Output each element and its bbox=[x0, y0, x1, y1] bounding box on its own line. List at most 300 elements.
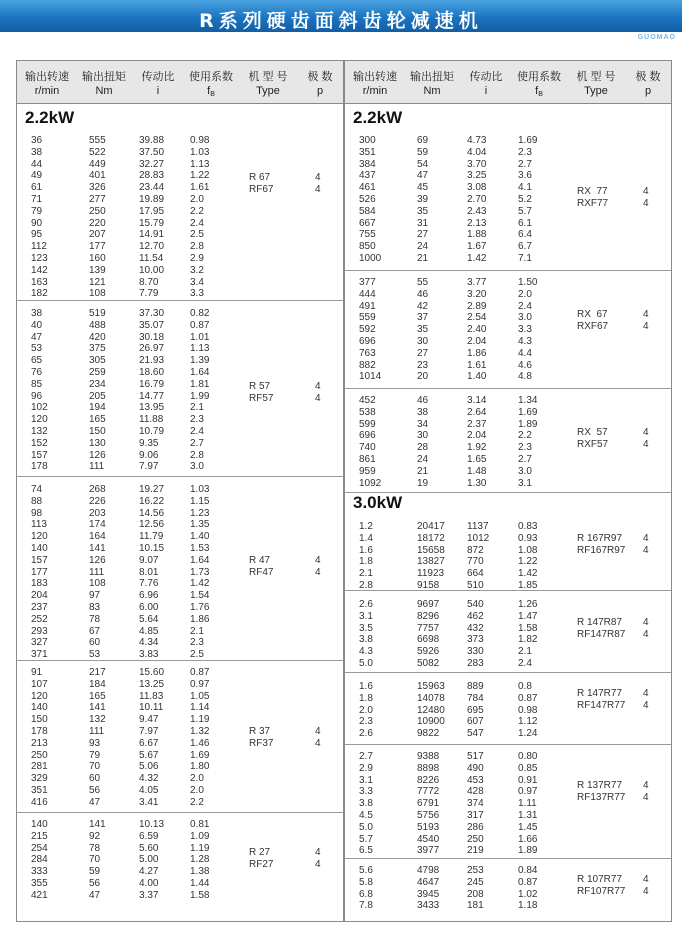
table-cell: 7.79 bbox=[139, 288, 159, 300]
table-cell: 351 bbox=[359, 146, 376, 158]
table-cell: 1.53 bbox=[190, 542, 210, 554]
poles-value: 4 bbox=[315, 737, 321, 749]
type-label: R 47 bbox=[249, 555, 271, 566]
poles-value: 4 bbox=[315, 555, 321, 566]
poles-value: 4 bbox=[315, 381, 321, 392]
table-cell: 3.37 bbox=[139, 889, 159, 901]
table-group bbox=[17, 813, 343, 923]
type-label: RX 67 bbox=[577, 309, 608, 320]
factor-column bbox=[518, 681, 537, 740]
table-cell: 194 bbox=[89, 402, 106, 414]
table-cell: 2.70 bbox=[467, 193, 487, 205]
table-cell: 2.1 bbox=[518, 646, 532, 658]
table-cell: 5082 bbox=[417, 657, 440, 669]
table-cell: 130 bbox=[89, 437, 106, 449]
table-cell: 8898 bbox=[417, 762, 440, 774]
table-cell: 3.0 bbox=[190, 461, 204, 473]
table-cell: 213 bbox=[31, 737, 48, 749]
table-cell: 432 bbox=[467, 622, 484, 634]
torque-column bbox=[89, 308, 106, 473]
factor-column bbox=[190, 308, 209, 473]
table-cell: 488 bbox=[89, 319, 106, 331]
table-cell: 428 bbox=[467, 786, 484, 798]
table-cell: 59 bbox=[89, 866, 101, 878]
table-cell: 2.7 bbox=[518, 453, 532, 465]
table-cell: 4.6 bbox=[518, 359, 532, 371]
ratio-column bbox=[467, 521, 489, 592]
factor-column bbox=[518, 521, 537, 592]
type-label: R 37 bbox=[249, 726, 271, 737]
table-cell: 517 bbox=[467, 751, 484, 762]
table-cell: 38 bbox=[31, 308, 43, 319]
table-cell: 0.87 bbox=[190, 319, 210, 331]
table-cell: 93 bbox=[89, 737, 101, 749]
table-cell: 740 bbox=[359, 442, 376, 454]
table-cell: 21 bbox=[417, 252, 429, 264]
table-cell: 10.11 bbox=[139, 702, 164, 714]
table-cell: 18.60 bbox=[139, 366, 165, 378]
table-cell: 300 bbox=[359, 135, 376, 146]
header-factor: 使用系数 bbox=[517, 71, 561, 83]
table-cell: 1137 bbox=[467, 521, 489, 532]
table-cell: 6.7 bbox=[518, 241, 532, 253]
table-cell: 0.82 bbox=[190, 308, 210, 319]
table-cell: 1.8 bbox=[359, 556, 373, 568]
table-cell: 3.83 bbox=[139, 649, 159, 661]
type-label: RF167R97 bbox=[577, 544, 626, 556]
table-cell: 889 bbox=[467, 681, 484, 692]
table-cell: 253 bbox=[467, 865, 484, 876]
table-cell: 164 bbox=[89, 531, 106, 543]
table-cell: 3945 bbox=[417, 888, 440, 900]
table-cell: 5.2 bbox=[518, 193, 532, 205]
table-cell: 123 bbox=[31, 252, 48, 264]
power-label: 2.2kW bbox=[353, 108, 403, 127]
table-cell: 1.22 bbox=[190, 170, 210, 182]
table-cell: 2.4 bbox=[190, 217, 204, 229]
table-cell: 2.2 bbox=[190, 796, 204, 808]
torque-column bbox=[417, 135, 428, 265]
table-cell: 1.42 bbox=[467, 252, 487, 264]
table-cell: 4.1 bbox=[518, 182, 532, 194]
table-cell: 1.23 bbox=[190, 507, 210, 519]
table-cell: 140 bbox=[31, 702, 48, 714]
table-cell: 1.39 bbox=[190, 355, 210, 367]
table-cell: 5.7 bbox=[518, 205, 532, 217]
table-cell: 1.86 bbox=[190, 613, 210, 625]
factor-column bbox=[190, 819, 209, 902]
poles-value: 4 bbox=[643, 309, 649, 320]
table-cell: 1000 bbox=[359, 252, 382, 264]
table-group bbox=[345, 591, 671, 673]
table-cell: 453 bbox=[467, 774, 484, 786]
table-cell: 140 bbox=[31, 819, 48, 830]
table-cell: 1.80 bbox=[190, 761, 210, 773]
table-cell: 3.08 bbox=[467, 182, 487, 194]
speed-column bbox=[359, 395, 381, 489]
table-cell: 74 bbox=[31, 484, 43, 495]
table-cell: 150 bbox=[31, 714, 48, 726]
table-cell: 42 bbox=[417, 300, 429, 312]
table-cell: 1.03 bbox=[190, 146, 210, 158]
poles-value: 4 bbox=[643, 197, 649, 209]
table-cell: 12.56 bbox=[139, 519, 165, 531]
table-cell: 1.19 bbox=[190, 714, 210, 726]
table-cell: 126 bbox=[89, 554, 106, 566]
table-cell: 1.85 bbox=[518, 579, 538, 591]
table-cell: 39 bbox=[417, 193, 429, 205]
table-cell: 1.65 bbox=[467, 453, 487, 465]
table-cell: 4.27 bbox=[139, 866, 159, 878]
table-cell: 9.47 bbox=[139, 714, 159, 726]
table-cell: 208 bbox=[467, 888, 484, 900]
table-cell: 959 bbox=[359, 465, 376, 477]
table-cell: 150 bbox=[89, 425, 106, 437]
table-cell: 1.64 bbox=[190, 554, 210, 566]
torque-column bbox=[89, 135, 106, 300]
table-cell: 31 bbox=[417, 217, 429, 229]
table-cell: 2.8 bbox=[190, 241, 204, 253]
brand-mark: GUOMAO bbox=[637, 34, 676, 41]
table-cell: 9.06 bbox=[139, 449, 159, 461]
table-cell: 1.13 bbox=[190, 343, 210, 355]
table-cell: 14078 bbox=[417, 692, 445, 704]
type-label: RF147R77 bbox=[577, 699, 626, 711]
table-cell: 351 bbox=[31, 784, 48, 796]
table-cell: 2.4 bbox=[518, 657, 532, 669]
table-cell: 317 bbox=[467, 809, 484, 821]
table-cell: 1.40 bbox=[190, 531, 210, 543]
table-cell: 21.93 bbox=[139, 355, 165, 367]
header-poles-unit: p bbox=[316, 85, 324, 97]
table-cell: 0.8 bbox=[518, 681, 532, 692]
header-factor: 使用系数 bbox=[189, 71, 233, 83]
table-cell: 96 bbox=[31, 390, 43, 402]
table-cell: 3.0 bbox=[518, 465, 532, 477]
table-cell: 11.54 bbox=[139, 252, 164, 264]
table-cell: 7757 bbox=[417, 622, 440, 634]
table-cell: 371 bbox=[31, 649, 48, 661]
table-cell: 3.5 bbox=[359, 622, 373, 634]
table-cell: 1.05 bbox=[190, 690, 210, 702]
table-cell: 0.80 bbox=[518, 751, 538, 762]
table-cell: 1.86 bbox=[467, 347, 487, 359]
table-cell: 7.97 bbox=[139, 461, 159, 473]
table-cell: 1.64 bbox=[190, 366, 210, 378]
table-cell: 10900 bbox=[417, 716, 445, 728]
table-cell: 327 bbox=[31, 637, 48, 649]
table-cell: 56 bbox=[89, 877, 101, 889]
table-cell: 24 bbox=[417, 453, 429, 465]
table-cell: 53 bbox=[89, 649, 101, 661]
table-cell: 38 bbox=[417, 406, 429, 418]
header-poles: 极 数 bbox=[307, 71, 333, 83]
table-cell: 36 bbox=[31, 135, 43, 146]
table-cell: 47 bbox=[417, 170, 429, 182]
table-cell: 1.15 bbox=[190, 495, 210, 507]
table-cell: 70 bbox=[89, 854, 101, 866]
table-cell: 14.56 bbox=[139, 507, 165, 519]
table-cell: 107 bbox=[31, 678, 48, 690]
poles-value: 4 bbox=[643, 186, 649, 197]
table-cell: 2.7 bbox=[359, 751, 373, 762]
poles-value: 4 bbox=[643, 438, 649, 450]
table-group bbox=[345, 103, 671, 271]
type-label: RF137R77 bbox=[577, 791, 626, 803]
table-cell: 461 bbox=[359, 182, 376, 194]
ratio-column bbox=[467, 395, 486, 489]
table-cell: 4.85 bbox=[139, 625, 159, 637]
table-cell: 56 bbox=[89, 784, 101, 796]
table-cell: 283 bbox=[467, 657, 484, 669]
table-cell: 510 bbox=[467, 579, 484, 591]
factor-column bbox=[518, 599, 537, 670]
type-label: RX 77 bbox=[577, 186, 608, 197]
table-cell: 2.8 bbox=[190, 449, 204, 461]
table-cell: 3.6 bbox=[518, 170, 532, 182]
table-cell: 95 bbox=[31, 229, 43, 241]
table-cell: 0.91 bbox=[518, 774, 538, 786]
table-cell: 3.4 bbox=[190, 276, 204, 288]
table-cell: 85 bbox=[31, 378, 43, 390]
table-cell: 1.92 bbox=[467, 442, 487, 454]
table-cell: 861 bbox=[359, 453, 376, 465]
speed-column bbox=[31, 667, 48, 809]
table-cell: 2.0 bbox=[518, 288, 532, 300]
table-cell: 250 bbox=[31, 749, 48, 761]
table-cell: 522 bbox=[89, 146, 106, 158]
speed-column bbox=[31, 819, 48, 902]
torque-column bbox=[417, 277, 428, 383]
table-cell: 141 bbox=[89, 542, 106, 554]
torque-column bbox=[417, 751, 439, 857]
table-cell: 207 bbox=[89, 229, 106, 241]
header-torque: 输出扭矩 bbox=[410, 71, 454, 83]
table-cell: 90 bbox=[31, 217, 43, 229]
table-cell: 384 bbox=[359, 158, 376, 170]
table-cell: 4.34 bbox=[139, 637, 159, 649]
table-cell: 30 bbox=[417, 430, 429, 442]
table-cell: 79 bbox=[31, 205, 43, 217]
table-cell: 1014 bbox=[359, 371, 382, 383]
table-cell: 203 bbox=[89, 507, 106, 519]
table-cell: 67 bbox=[89, 625, 101, 637]
table-header bbox=[345, 61, 671, 104]
table-cell: 27 bbox=[417, 229, 429, 241]
table-cell: 4.3 bbox=[518, 335, 532, 347]
table-cell: 9822 bbox=[417, 728, 440, 740]
ratio-column bbox=[467, 599, 484, 670]
table-cell: 15.60 bbox=[139, 667, 165, 678]
table-cell: 226 bbox=[89, 495, 106, 507]
table-cell: 547 bbox=[467, 728, 484, 740]
torque-column bbox=[89, 819, 106, 902]
table-cell: 71 bbox=[31, 193, 43, 205]
table-cell: 45 bbox=[417, 182, 429, 194]
table-cell: 6.59 bbox=[139, 830, 159, 842]
table-cell: 13.25 bbox=[139, 678, 165, 690]
table-cell: 763 bbox=[359, 347, 376, 359]
table-group bbox=[345, 271, 671, 389]
torque-column bbox=[89, 667, 106, 809]
table-cell: 177 bbox=[89, 241, 106, 253]
table-cell: 452 bbox=[359, 395, 376, 406]
table-cell: 13.95 bbox=[139, 402, 165, 414]
table-group bbox=[17, 103, 343, 301]
poles-value: 4 bbox=[315, 726, 321, 737]
table-cell: 83 bbox=[89, 601, 101, 613]
table-cell: 250 bbox=[89, 205, 106, 217]
table-cell: 10.00 bbox=[139, 264, 165, 276]
table-cell: 4.00 bbox=[139, 877, 159, 889]
factor-column bbox=[518, 395, 537, 489]
table-cell: 2.2 bbox=[190, 205, 204, 217]
table-cell: 2.3 bbox=[190, 414, 204, 426]
table-cell: 30 bbox=[417, 335, 429, 347]
table-cell: 1.54 bbox=[190, 590, 210, 602]
table-cell: 3.25 bbox=[467, 170, 487, 182]
table-cell: 2.37 bbox=[467, 418, 487, 430]
table-cell: 10.79 bbox=[139, 425, 165, 437]
header-speed-unit: r/min bbox=[362, 85, 388, 97]
table-cell: 664 bbox=[467, 568, 484, 580]
ratio-column bbox=[467, 865, 484, 912]
speed-column bbox=[359, 521, 373, 592]
table-cell: 160 bbox=[89, 252, 106, 264]
table-cell: 1.58 bbox=[518, 622, 538, 634]
table-cell: 61 bbox=[31, 182, 43, 194]
header-ratio-unit: i bbox=[156, 85, 160, 97]
table-cell: 1.89 bbox=[518, 845, 538, 857]
table-cell: 1.42 bbox=[518, 568, 538, 580]
table-cell: 120 bbox=[31, 414, 48, 426]
power-label: 2.2kW bbox=[25, 108, 75, 127]
table-cell: 2.6 bbox=[359, 599, 373, 610]
table-cell: 375 bbox=[89, 343, 106, 355]
table-cell: 17.95 bbox=[139, 205, 165, 217]
table-cell: 237 bbox=[31, 601, 48, 613]
table-cell: 1.69 bbox=[518, 135, 538, 146]
type-label: R 147R87 bbox=[577, 617, 623, 628]
table-cell: 755 bbox=[359, 229, 376, 241]
table-cell: 1.03 bbox=[190, 484, 210, 495]
table-cell: 1.13 bbox=[190, 158, 210, 170]
table-cell: 0.98 bbox=[190, 135, 210, 146]
table-cell: 2.3 bbox=[190, 637, 204, 649]
type-label: RXF57 bbox=[577, 438, 609, 450]
type-label: R 107R77 bbox=[577, 874, 623, 885]
table-cell: 1.76 bbox=[190, 601, 210, 613]
table-cell: 3.2 bbox=[190, 264, 204, 276]
table-cell: 2.13 bbox=[467, 217, 487, 229]
table-cell: 205 bbox=[89, 390, 106, 402]
table-cell: 204 bbox=[31, 590, 48, 602]
table-cell: 695 bbox=[467, 704, 484, 716]
factor-column bbox=[190, 484, 209, 661]
poles-value: 4 bbox=[315, 566, 321, 578]
table-cell: 49 bbox=[31, 170, 43, 182]
ratio-column bbox=[467, 681, 484, 740]
table-cell: 5.00 bbox=[139, 854, 159, 866]
table-cell: 305 bbox=[89, 355, 106, 367]
table-cell: 30.18 bbox=[139, 331, 165, 343]
table-cell: 10.13 bbox=[139, 819, 165, 830]
table-cell: 4540 bbox=[417, 833, 440, 845]
right-table bbox=[344, 60, 672, 922]
speed-column bbox=[359, 599, 373, 670]
table-cell: 1.2 bbox=[359, 521, 373, 532]
table-cell: 177 bbox=[31, 566, 48, 578]
table-cell: 2.0 bbox=[190, 784, 204, 796]
table-cell: 9.07 bbox=[139, 554, 159, 566]
table-cell: 1.19 bbox=[190, 842, 210, 854]
table-cell: 1.31 bbox=[518, 809, 538, 821]
table-cell: 1.34 bbox=[518, 395, 538, 406]
page-title: R系列硬齿面斜齿轮减速机 bbox=[199, 10, 483, 32]
table-cell: 2.04 bbox=[467, 335, 487, 347]
table-cell: 2.4 bbox=[190, 425, 204, 437]
table-cell: 27 bbox=[417, 347, 429, 359]
table-cell: 0.97 bbox=[190, 678, 210, 690]
table-cell: 1.6 bbox=[359, 681, 373, 692]
table-cell: 2.1 bbox=[359, 568, 373, 580]
table-cell: 2.9 bbox=[190, 252, 204, 264]
table-cell: 254 bbox=[31, 842, 48, 854]
table-group bbox=[17, 661, 343, 813]
table-cell: 141 bbox=[89, 702, 106, 714]
type-label: RX 57 bbox=[577, 427, 608, 438]
table-cell: 11.88 bbox=[139, 414, 164, 426]
table-cell: 1.12 bbox=[518, 716, 538, 728]
table-cell: 1.09 bbox=[190, 830, 210, 842]
table-cell: 2.3 bbox=[518, 442, 532, 454]
table-cell: 12.70 bbox=[139, 241, 165, 253]
table-cell: 0.83 bbox=[518, 521, 538, 532]
table-cell: 1.61 bbox=[190, 182, 210, 194]
type-label: R 147R77 bbox=[577, 688, 623, 699]
table-cell: 1.58 bbox=[190, 889, 210, 901]
table-cell: 69 bbox=[417, 135, 429, 146]
table-cell: 121 bbox=[89, 276, 106, 288]
table-cell: 293 bbox=[31, 625, 48, 637]
table-cell: 3.8 bbox=[359, 798, 373, 810]
table-cell: 1.42 bbox=[190, 578, 210, 590]
table-cell: 11.83 bbox=[139, 690, 164, 702]
ratio-column bbox=[467, 277, 486, 383]
table-cell: 2.0 bbox=[190, 193, 204, 205]
table-cell: 250 bbox=[467, 833, 484, 845]
table-cell: 60 bbox=[89, 637, 101, 649]
table-cell: 1.26 bbox=[518, 599, 538, 610]
ratio-column bbox=[139, 484, 164, 661]
table-cell: 111 bbox=[89, 566, 105, 578]
table-cell: 1.11 bbox=[518, 798, 537, 810]
table-cell: 8.70 bbox=[139, 276, 159, 288]
table-cell: 26.97 bbox=[139, 343, 165, 355]
table-cell: 1092 bbox=[359, 477, 382, 489]
table-cell: 882 bbox=[359, 359, 376, 371]
table-cell: 607 bbox=[467, 716, 484, 728]
table-cell: 5.64 bbox=[139, 613, 159, 625]
table-cell: 215 bbox=[31, 830, 48, 842]
torque-column bbox=[417, 521, 445, 592]
table-cell: 0.93 bbox=[518, 532, 538, 544]
table-cell: 5193 bbox=[417, 821, 440, 833]
table-cell: 184 bbox=[89, 678, 106, 690]
torque-column bbox=[89, 484, 106, 661]
table-cell: 174 bbox=[89, 519, 106, 531]
table-cell: 141 bbox=[89, 819, 106, 830]
